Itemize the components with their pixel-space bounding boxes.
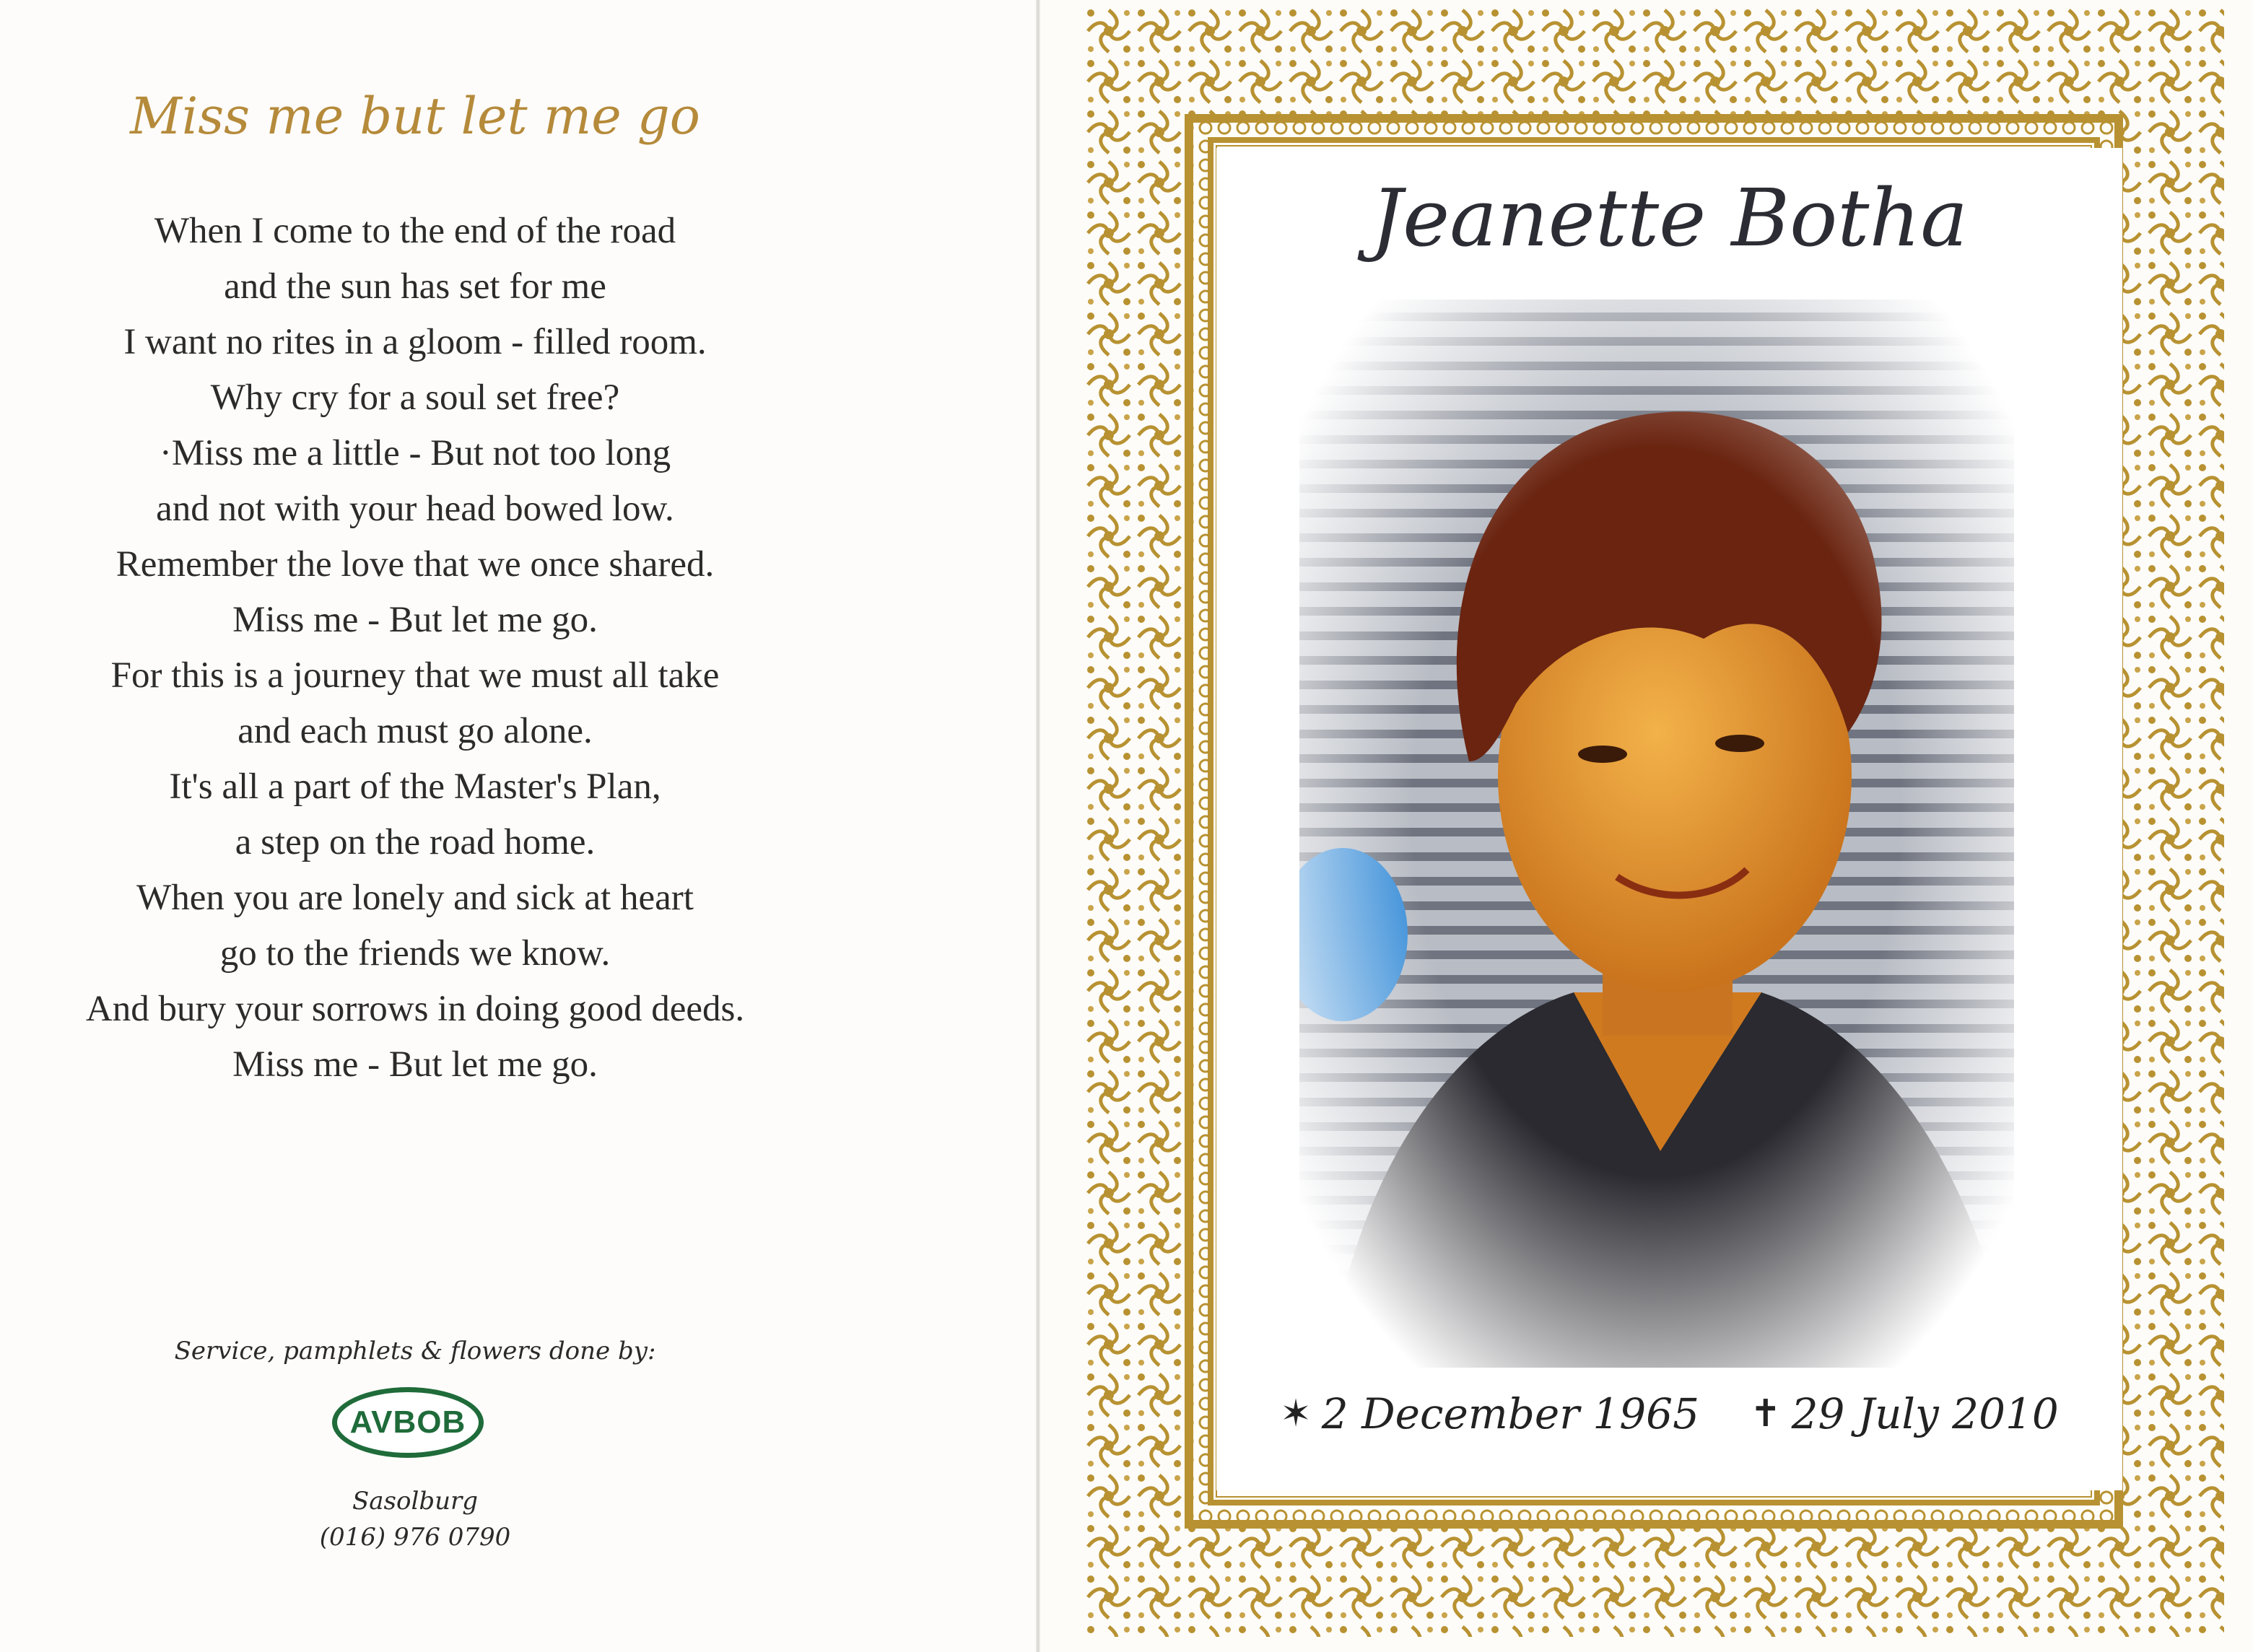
death-date: 29 July 2010	[1791, 1389, 2059, 1438]
logo-town: Sasolburg	[352, 1487, 479, 1516]
service-credit: Service, pamphlets & flowers done by:	[174, 1337, 656, 1365]
death-date-group	[1750, 1389, 2059, 1438]
poem-line: Why cry for a soul set free?	[210, 377, 620, 418]
poem-line: I want no rites in a gloom - filled room.	[123, 322, 707, 362]
poem-line: Miss me - But let me go.	[232, 600, 598, 640]
deceased-name: Jeanette Botha	[1371, 172, 1968, 264]
poem-line: It's all a part of the Master's Plan,	[169, 766, 661, 807]
poem-title: Miss me but let me go	[130, 87, 700, 146]
poem-line: go to the friends we know.	[219, 933, 611, 974]
life-dates	[1216, 1389, 2122, 1438]
poem	[0, 204, 830, 1093]
poem-line: a step on the road home.	[235, 822, 596, 862]
poem-line: When you are lonely and sick at heart	[136, 878, 694, 918]
birth-date-group	[1280, 1389, 1699, 1438]
logo-text: AVBOB	[349, 1404, 466, 1440]
poem-line: and each must go alone.	[237, 711, 593, 751]
birth-date: 2 December 1965	[1321, 1389, 1699, 1438]
avbob-logo	[332, 1387, 484, 1458]
logo-phone: (016) 976 0790	[319, 1523, 511, 1552]
poem-line: For this is a journey that we must all take	[110, 655, 720, 696]
poem-line: ·Miss me a little - But not too long	[159, 433, 671, 473]
poem-line: and not with your head bowed low.	[156, 489, 674, 529]
cross-icon: ✝	[1750, 1392, 1782, 1435]
poem-line: Remember the love that we once shared.	[116, 544, 715, 585]
poem-line: and the sun has set for me	[224, 266, 606, 307]
poem-line: When I come to the end of the road	[154, 211, 676, 251]
poem-line: And bury your sorrows in doing good deeds.	[85, 989, 745, 1029]
star-icon: ✶	[1280, 1392, 1312, 1435]
portrait-photo	[1299, 300, 2014, 1368]
poem-line: Miss me - But let me go.	[232, 1044, 598, 1085]
